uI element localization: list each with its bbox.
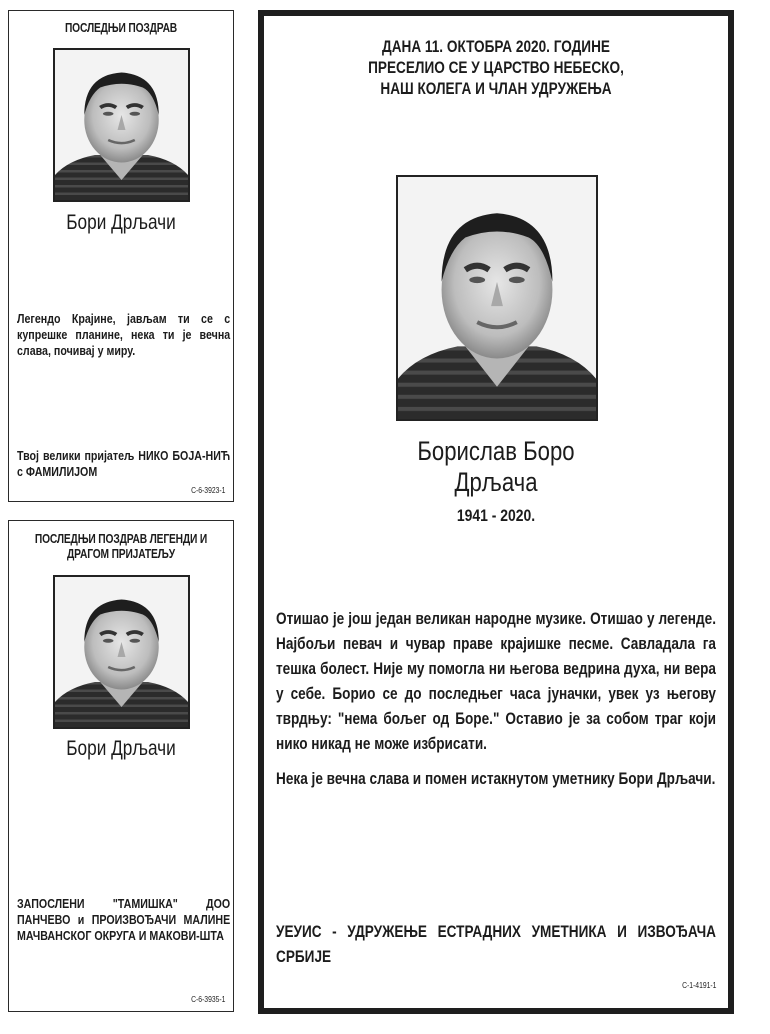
heading-line: ПРЕСЕЛИО СЕ У ЦАРСТВО НЕБЕСКО, [368,58,624,77]
life-years: 1941 - 2020. [456,506,536,525]
deceased-full-name [306,436,686,498]
portrait-photo [396,175,598,421]
main-obituary-notice [258,10,734,1014]
notice-signature: Твој велики пријатељ НИКО БОЈА-НИЋ с ФАМИЛИЈОМ [17,448,231,479]
obituary-notice-2 [8,520,234,1012]
portrait-photo [53,575,190,729]
announcement-heading [310,36,681,99]
portrait-photo [53,48,190,202]
notice-code: C-6-3935-1 [190,995,225,1004]
notice-code: C-1-4191-1 [681,981,716,990]
obituary-notice-1 [8,10,234,502]
deceased-name: Бори Дрљачи [66,211,176,234]
eulogy-text [276,606,716,801]
heading-line: ДАНА 11. ОКТОБРА 2020. ГОДИНЕ [382,37,610,56]
deceased-name: Бори Дрљачи [66,737,176,760]
notice-heading: ПОСЛЕДЊИ ПОЗДРАВ [64,21,178,35]
notice-signature: УЕУИС - УДРУЖЕЊЕ ЕСТРАДНИХ УМЕТНИКА И ИЗВОЂАЧА СРБИЈЕ [276,922,716,966]
eulogy-paragraph: Отишао је још један великан народне музике. Отишао у легенде. Најбољи певач и чувар праве крајишке песме. Савладала га тешка болест. Није му помогла ни његова ведрина духа, ни вера у себе. Борио се до последњег часа јуначки, увек уз његову тврдњу: "нема бољег од Боре." Оставио је за собом траг који нико никад не може избрисати. [276,609,716,753]
notice-message: Легендо Крајине, јављам ти се с купрешке планине, нека ти је вечна слава, почивај у миру. [17,311,231,358]
notice-code: C-6-3923-1 [190,486,225,495]
notice-signature: ЗАПОСЛЕНИ "ТАМИШКА" ДОО ПАНЧЕВО и ПРОИЗВОЂАЧИ МАЛИНЕ МАЧВАНСКОГ ОКРУГА И МАКОВИ-ШТА [17,896,231,943]
eulogy-paragraph: Нека је вечна слава и помен истакнутом уметнику Бори Дрљачи. [276,769,716,788]
heading-line: НАШ КОЛЕГА И ЧЛАН УДРУЖЕЊА [380,79,612,98]
name-line-2: Дрљача [454,467,538,497]
notice-heading: ПОСЛЕДЊИ ПОЗДРАВ ЛЕГЕНДИ И ДРАГОМ ПРИЈАТЕЉУ [34,532,208,561]
name-line-1: Борислав Боро [417,436,575,466]
